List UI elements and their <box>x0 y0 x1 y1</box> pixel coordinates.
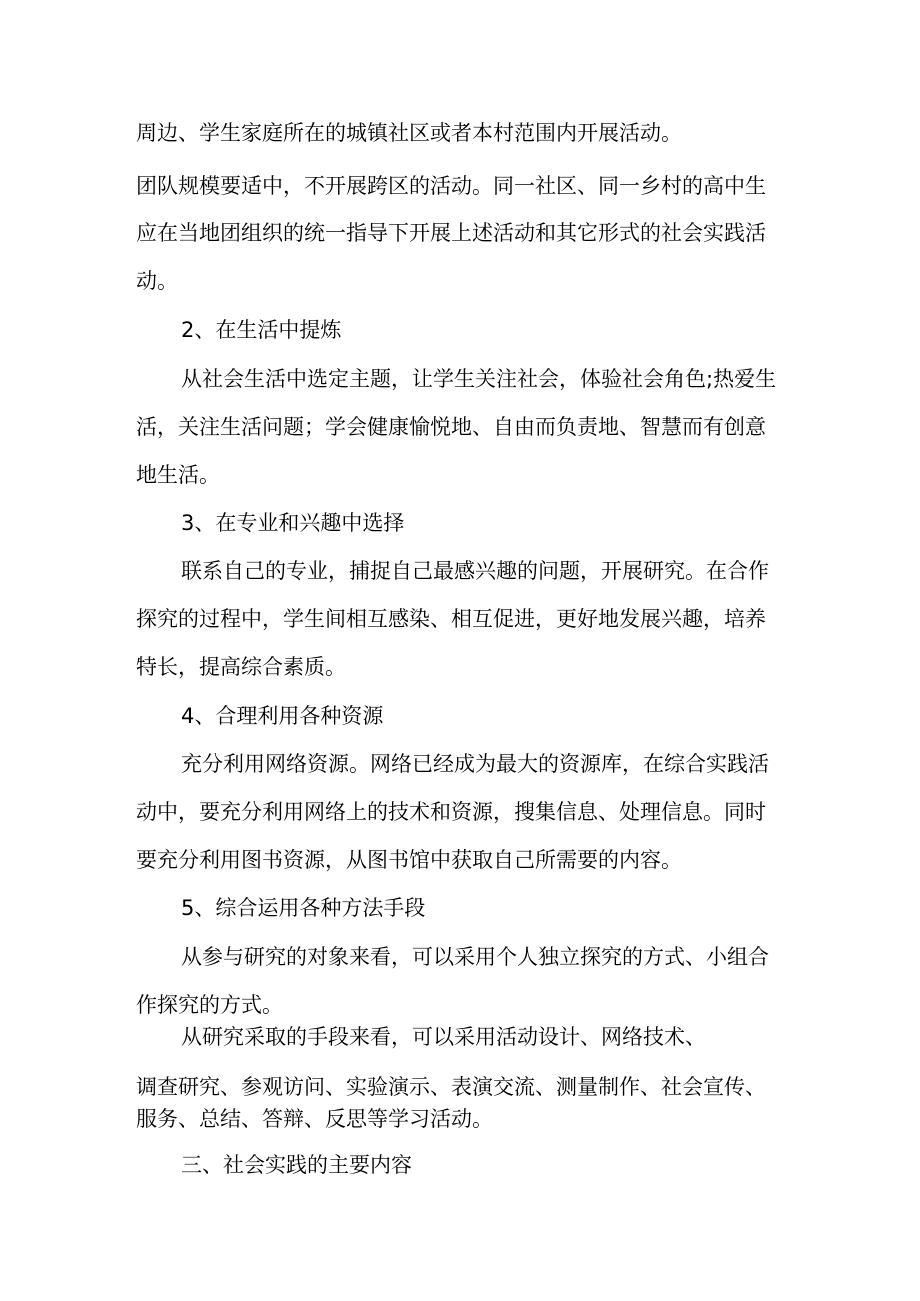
section-heading: 5、综合运用各种方法手段 <box>181 896 426 920</box>
text-line: 要充分利用图书资源，从图书馆中获取自己所需要的内容。 <box>136 848 682 872</box>
section-heading: 3、在专业和兴趣中选择 <box>181 511 405 535</box>
text-line: 动。 <box>136 269 178 293</box>
text-line: 周边、学生家庭所在的城镇社区或者本村范围内开展活动。 <box>136 121 682 145</box>
text-line: 动中，要充分利用网络上的技术和资源，搜集信息、处理信息。同时 <box>136 800 766 824</box>
section-heading: 4、合理利用各种资源 <box>181 704 384 728</box>
text-line: 特长，提高综合素质。 <box>136 655 346 679</box>
text-line: 调查研究、参观访问、实验演示、表演交流、测量制作、社会宣传、 <box>136 1075 766 1099</box>
text-line: 从研究采取的手段来看，可以采用活动设计、网络技术、 <box>181 1025 706 1049</box>
text-line: 应在当地团组织的统一指导下开展上述活动和其它形式的社会实践活 <box>136 221 766 245</box>
text-line: 联系自己的专业，捕捉自己最感兴趣的问题，开展研究。在合作 <box>181 559 769 583</box>
text-line: 作探究的方式。 <box>136 993 283 1017</box>
text-line: 充分利用网络资源。网络已经成为最大的资源库，在综合实践活 <box>181 752 769 776</box>
text-line: 服务、总结、答辩、反思等学习活动。 <box>136 1107 493 1131</box>
section-heading: 2、在生活中提炼 <box>181 318 342 342</box>
text-line: 从参与研究的对象来看，可以采用个人独立探究的方式、小组合 <box>181 945 769 969</box>
section-heading: 三、社会实践的主要内容 <box>181 1153 412 1177</box>
text-line: 团队规模要适中，不开展跨区的活动。同一社区、同一乡村的高中生 <box>136 174 766 198</box>
text-line: 从社会生活中选定主题，让学生关注社会，体验社会角色;热爱生 <box>181 367 777 391</box>
text-line: 地生活。 <box>136 463 220 487</box>
text-line: 活，关注生活问题；学会健康愉悦地、自由而负责地、智慧而有创意 <box>136 415 766 439</box>
text-line: 探究的过程中，学生间相互感染、相互促进，更好地发展兴趣，培养 <box>136 607 766 631</box>
